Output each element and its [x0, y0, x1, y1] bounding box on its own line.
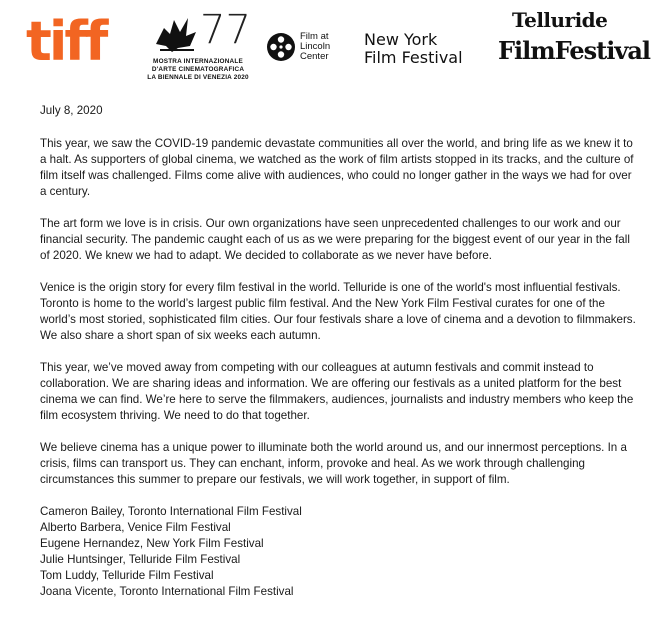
paragraph-4: This year, we’ve moved away from competing with our colleagues at autumn festivals and commit instead to collaboration. We are sharing ideas and information. We are offering our festivals as a united platform for the best cinema we can find. We’re here to serve the filmmakers, audiences, journalists and industry members who keep the film ecosystem thriving. We need to do that together. [40, 361, 634, 422]
winged-lion-icon [154, 14, 200, 54]
venice-line-1: MOSTRA INTERNAZIONALE [153, 58, 243, 65]
paragraph-5: We believe cinema has a unique power to illuminate both the world around us, and our innermost perceptions. In a crisis, films can transport us. They can enchant, inform, provoke and heal. As we work through challenging circumstances this summer to prepare our festivals, we will work together, in support of film. [40, 441, 627, 486]
venice-logo [118, 8, 278, 82]
signatory: Tom Luddy, Telluride Film Festival [40, 569, 214, 582]
tiff-logo: tiff [26, 10, 106, 73]
signatory: Julie Huntsinger, Telluride Film Festival [40, 553, 241, 566]
letter-body [40, 103, 636, 600]
nyff-line-2: Film Festival [364, 48, 463, 67]
flc-line-1: Film at [300, 31, 329, 42]
paragraph-3: Venice is the origin story for every film festival in the world. Telluride is one of the world's most influential festivals. Toronto is home to the world’s largest public film festival. And the New York Film Festival curates for one of the world’s most storied, sophisticated film cities. Our four festivals share a love of cinema and a devotion to filmmakers. We also share a short span of six weeks each autumn. [40, 281, 636, 342]
nyff-line-1: New York [364, 30, 438, 49]
venice-line-2: D'ARTE CINEMATOGRAFICA [151, 66, 245, 73]
venice-line-3: LA BIENNALE DI VENEZIA 2020 [147, 74, 249, 81]
paragraph-1: This year, we saw the COVID-19 pandemic devastate communities all over the world, and bring life as we knew it to a halt. As supporters of global cinema, we watched as the work of film artists stopped in its tracks, and the culture of film itself was challenged. Films come alive with audiences, who could no longer gather in the ways we had for over a century. [40, 137, 634, 198]
signatory: Joana Vicente, Toronto International Film Festival [40, 585, 294, 598]
signatory-list [40, 504, 636, 600]
venice-edition-number: 77 [200, 7, 251, 53]
film-at-lincoln-center-logo [266, 30, 356, 66]
signatory: Eugene Hernandez, New York Film Festival [40, 537, 264, 550]
paragraph-2: The art form we love is in crisis. Our own organizations have seen unprecedented challenges to our work and our financial security. The pandemic caught each of us as we were preparing for the biggest event of our year in the fall of 2020. We knew we had to adapt. We decided to collaborate as we never have before. [40, 217, 630, 262]
letter-date: July 8, 2020 [40, 104, 103, 117]
film-reel-icon [266, 32, 296, 62]
nyff-logo [364, 31, 463, 67]
telluride-line-1: Telluride [512, 8, 608, 32]
telluride-line-2: FilmFestival [498, 36, 650, 65]
telluride-logo [498, 6, 650, 76]
flc-line-3: Center [300, 51, 329, 62]
flc-line-2: Lincoln [300, 41, 331, 52]
signatory: Alberto Barbera, Venice Film Festival [40, 521, 231, 534]
signatory: Cameron Bailey, Toronto International Film Festival [40, 505, 302, 518]
festival-logos [0, 0, 655, 84]
